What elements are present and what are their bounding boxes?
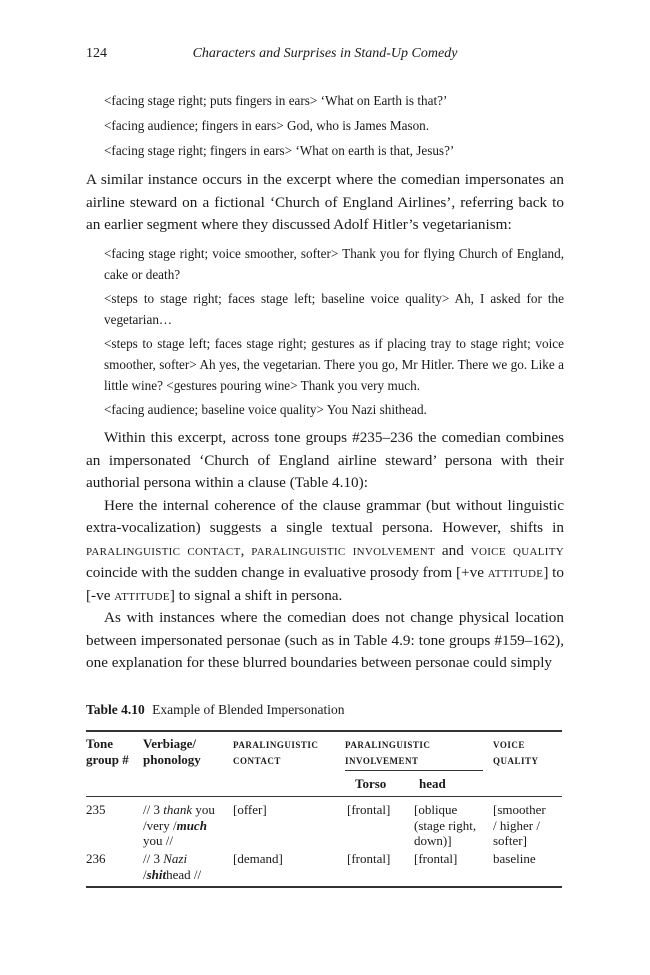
voice-line: softer] [493, 833, 527, 848]
verbiage-bold-italic: much [176, 817, 207, 833]
running-head: Characters and Surprises in Stand-Up Comedy [192, 46, 458, 61]
verbiage-bold-italic: shit [146, 866, 167, 882]
quote-line: <steps to stage right; faces stage left; baseline voice quality> Ah, I asked for the vegetarian… [104, 291, 564, 327]
verbiage-part: // 3 [143, 802, 164, 817]
term-paralinguistic-contact: paralinguistic contact [86, 541, 241, 559]
paragraph-text: A similar instance occurs in the excerpt where the comedian impersonates an airline steward on a fictional ‘Church of England Airlines’, referring back to an earlier segment where they discussed Adolf Hitler’s vegetarianism: [86, 171, 564, 233]
row-235-contact: [offer] [233, 802, 267, 817]
page-header [86, 46, 564, 66]
verbiage-part: /very / [143, 817, 177, 833]
row-236-torso: [frontal] [347, 851, 391, 866]
table-header-rule [86, 796, 562, 797]
header-line: paralinguistic [233, 737, 319, 751]
body-text [86, 427, 564, 675]
header-line: quality [493, 752, 539, 767]
paragraph-b: Within this excerpt, across tone groups #235–236 the comedian combines an impersonated ‘Church of England airline steward’ persona with their authorial persona within a clause (Table 4.10): [86, 429, 564, 491]
separator: , [240, 541, 252, 559]
paragraph-d: As with instances where the comedian does not change physical location between impersonated personae (such as in Table 4.9: tone groups #159–162), one explanation for these blurred boundaries between personae could simply [86, 609, 564, 671]
row-235-verbiage [143, 802, 229, 849]
term-voice-quality: voice quality [470, 541, 564, 559]
header-line: group # [86, 751, 129, 767]
quote-line: <facing audience; fingers in ears> God, who is James Mason. [104, 118, 430, 133]
header-line: Verbiage/ [143, 736, 196, 751]
table-top-rule [86, 730, 562, 732]
quote-line: <facing stage right; fingers in ears> ‘What on earth is that, Jesus?’ [104, 143, 455, 158]
quote-block-1 [104, 90, 564, 165]
term-attitude: attitude [114, 586, 170, 604]
row-236-group: 236 [86, 851, 106, 866]
paragraph-c-post: ] to signal a shift in persona. [169, 586, 343, 604]
row-236-contact: [demand] [233, 851, 283, 866]
verbiage-part: you // [143, 833, 173, 848]
header-line: Tone [86, 736, 113, 751]
header-tone-group [86, 736, 129, 767]
separator: and [435, 541, 471, 559]
header-line: contact [233, 752, 281, 767]
row-235-voice [493, 802, 546, 849]
verbiage-italic: thank [163, 802, 193, 817]
row-235-head [414, 802, 476, 849]
quote-block-2 [104, 243, 564, 423]
term-paralinguistic-involvement: paralinguistic involvement [251, 541, 436, 559]
involvement-subrule [345, 770, 483, 771]
header-torso: Torso [355, 776, 387, 791]
header-verbiage [143, 736, 201, 767]
quote-line: <steps to stage left; faces stage right; gestures as if placing tray to stage right; voice smoother, softer> Ah yes, the vegetarian. There you go, Mr Hitler. There we go. Like a little wine? <gestures pouring wine> Thank you very much. [104, 336, 564, 393]
header-paralinguistic-contact [233, 737, 318, 768]
table-caption-text: Example of Blended Impersonation [152, 702, 345, 717]
verbiage-part: / [143, 866, 147, 882]
paragraph-c-mid2: ] to [-ve [86, 564, 564, 604]
header-line: voice [493, 737, 525, 751]
quote-line: <facing stage right; voice smoother, softer> Thank you for flying Church of England, cake or death? [104, 246, 564, 282]
head-line: (stage right, [414, 817, 477, 833]
term-attitude: attitude [487, 564, 544, 581]
head-line: [oblique [414, 802, 458, 817]
page-number: 124 [86, 46, 107, 61]
quote-line: <facing audience; baseline voice quality> You Nazi shithead. [104, 402, 427, 417]
row-236-voice: baseline [493, 851, 536, 866]
voice-line: / higher / [493, 817, 540, 833]
header-line: paralinguistic [345, 737, 431, 751]
table-caption-label: Table 4.10 [86, 702, 145, 717]
paragraph-c [86, 495, 564, 608]
header-head: head [419, 776, 446, 791]
verbiage-part: head // [166, 866, 202, 882]
head-line: down)] [414, 833, 452, 848]
paragraph-c-pre: Here the internal coherence of the clause grammar (but without linguistic extra-vocalization) suggests a single textual persona. However, shifts in [86, 496, 564, 536]
table-caption [86, 702, 344, 718]
verbiage-italic: Nazi [163, 851, 188, 866]
quote-line: <facing stage right; puts fingers in ears> ‘What on Earth is that?’ [104, 93, 448, 108]
table-bottom-rule [86, 886, 562, 888]
paragraph-a [86, 169, 564, 237]
row-235-group: 235 [86, 802, 106, 817]
header-voice-quality [493, 737, 539, 768]
row-236-head: [frontal] [414, 851, 458, 866]
row-235-torso: [frontal] [347, 802, 391, 817]
header-line: phonology [143, 751, 201, 767]
voice-line: [smoother [493, 802, 546, 817]
verbiage-part: // 3 [143, 851, 164, 866]
row-236-verbiage [143, 851, 229, 882]
header-line: involvement [345, 752, 419, 767]
verbiage-part: you [192, 802, 215, 817]
header-paralinguistic-involvement [345, 737, 430, 768]
paragraph-c-mid: coincide with the sudden change in evaluative prosody from [+ve [86, 564, 484, 581]
